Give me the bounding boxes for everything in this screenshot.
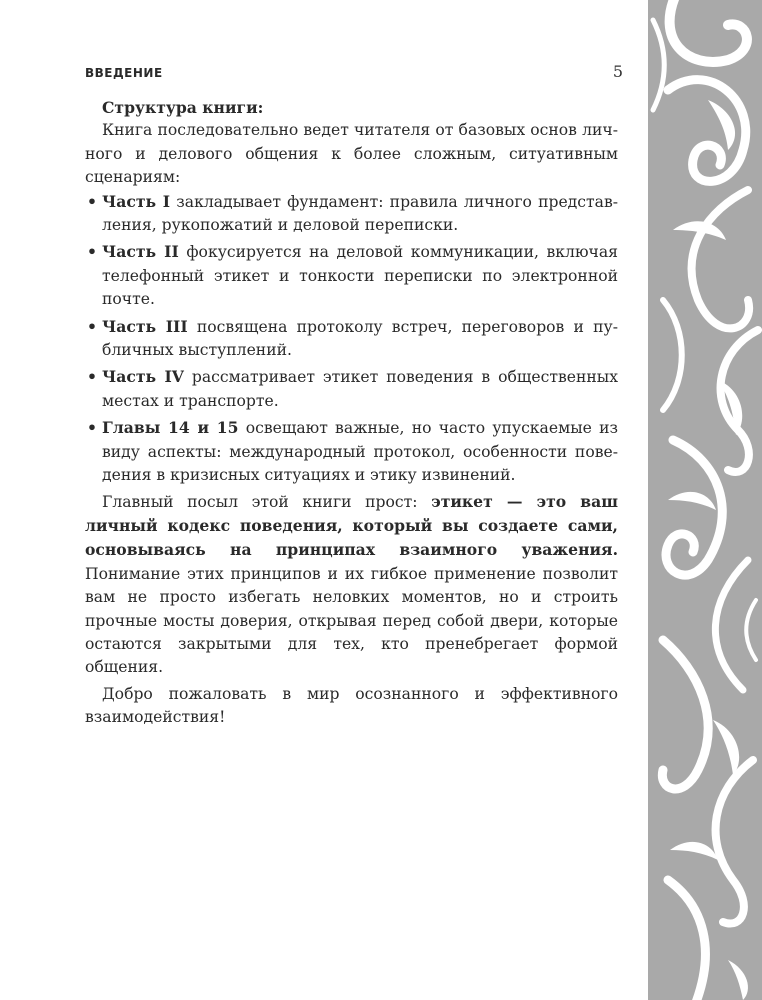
part-label: Часть I — [102, 191, 171, 211]
intro-paragraph: Книга последовательно ведет читателя от базовых основ личного и делового общения к более сложным, ситуативным сценариям: — [85, 121, 618, 187]
main-message-paragraph — [85, 490, 618, 680]
running-header: ВВЕДЕНИЕ — [85, 66, 163, 80]
page-body — [85, 96, 618, 730]
parts-list — [85, 190, 618, 488]
part-text: фокусируется на деловой коммуникации, включая телефонный этикет и тонкости переписки по электронной почте. — [102, 243, 618, 309]
part-text: закладывает фундамент: правила личного представления, рукопожатий и деловой переписки. — [102, 192, 619, 235]
part-label: Главы 14 и 15 — [102, 418, 239, 438]
bullet: • — [87, 316, 97, 336]
message-suffix: Понимание этих принципов и их гибкое применение позволит вам не просто избегать неловких моментов, но и строить прочные мосты доверия, открывая перед собой двери, которые остаются закрытыми для тех, кто пренебрегает формой общения. — [85, 564, 618, 677]
decorative-border — [648, 0, 762, 1000]
page-number: 5 — [612, 62, 623, 81]
part-label: Часть III — [102, 316, 188, 336]
part-label: Часть II — [102, 242, 179, 262]
ornament-scroll-icon — [648, 0, 762, 1000]
bullet: • — [87, 242, 97, 262]
list-item-part-3 — [85, 315, 618, 363]
part-label: Часть IV — [102, 367, 184, 387]
part-text: рассматривает этикет поведения в общественных местах и транспорте. — [102, 368, 618, 410]
list-item-part-4 — [85, 365, 618, 413]
closing-paragraph: Добро пожаловать в мир осознанного и эффективного взаимодействия! — [85, 684, 618, 727]
bullet: • — [87, 191, 97, 211]
message-emphasis: этикет — это ваш личный кодекс поведения, который вы создаете сами, основываясь на принципах взаимного уважения. — [85, 491, 618, 560]
message-prefix: Главный посыл этой книги прост: — [102, 492, 432, 511]
bullet: • — [87, 418, 97, 438]
bullet: • — [87, 367, 97, 387]
list-item-part-1 — [85, 190, 618, 238]
part-text: посвящена протоколу встреч, переговоров и публичных выступлений. — [102, 317, 618, 360]
list-item-chapters — [85, 416, 618, 487]
section-heading: Структура книги: — [102, 98, 264, 117]
list-item-part-2 — [85, 240, 618, 311]
part-text: освещают важные, но часто упускаемые из виду аспекты: международный протокол, особенности поведения в кризисных ситуациях и этику извинений. — [102, 419, 618, 485]
